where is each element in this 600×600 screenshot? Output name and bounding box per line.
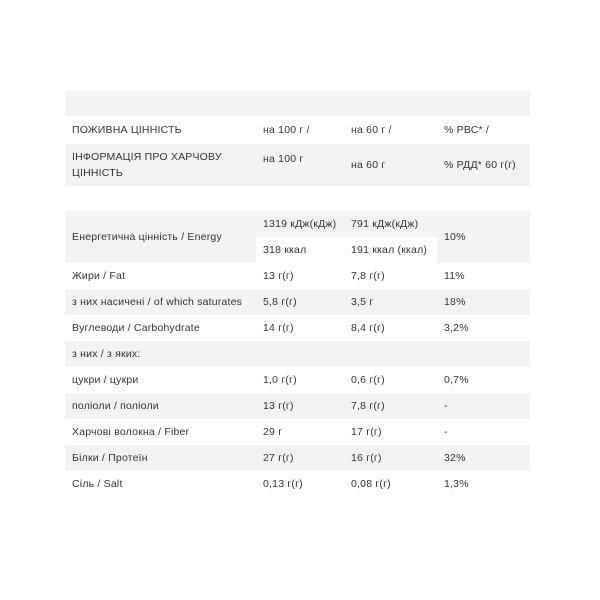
row-label: Жири / Fat: [72, 270, 126, 282]
row-label: Харчові волокна / Fiber: [72, 426, 190, 438]
energy-kj-60: 791 кДж(кДж): [351, 218, 419, 230]
table-row: [65, 471, 530, 497]
row-per60: 3,5 г: [351, 296, 374, 308]
table-row: [65, 393, 530, 419]
header-per100: на 100 г /: [263, 124, 310, 136]
row-label: з них насичені / of which saturates: [72, 296, 243, 308]
row-per60: 17 г(г): [351, 426, 382, 438]
row-rdi: 1,3%: [444, 478, 469, 490]
table-row: [65, 367, 530, 393]
table-row: [65, 445, 530, 471]
row-rdi: 3,2%: [444, 322, 469, 334]
table-row: [65, 315, 530, 341]
row-per60: 16 г(г): [351, 452, 382, 464]
row-rdi: 18%: [444, 296, 466, 308]
row-rdi: 0,7%: [444, 374, 469, 386]
row-rdi: -: [444, 426, 448, 438]
header-title-2: ІНФОРМАЦІЯ ПРО ХАРЧОВУ ЦІННІСТЬ: [72, 151, 222, 179]
row-per100: 29 г: [263, 426, 283, 438]
energy-rdi: 10%: [444, 231, 466, 243]
row-per60: 0,08 г(г): [351, 478, 391, 490]
row-label: поліоли / поліоли: [72, 400, 159, 412]
energy-values: [256, 211, 437, 263]
header-per100-2: на 100 г: [263, 153, 304, 165]
energy-kcal-100: 318 ккал: [263, 244, 307, 256]
row-per100: 27 г(г): [263, 452, 294, 464]
energy-label: Енергетична цінність / Energy: [72, 231, 222, 243]
table-row: [65, 341, 530, 367]
row-per60: 0,6 г(г): [351, 374, 385, 386]
row-label: цукри / цукри: [72, 374, 139, 386]
table-row: [65, 419, 530, 445]
table-header-row-2: [65, 144, 530, 186]
row-label: Сіль / Salt: [72, 478, 123, 490]
table-top-band: [65, 91, 530, 116]
spacer-row: [65, 186, 530, 211]
table-row: [65, 263, 530, 289]
header-per60: на 60 г /: [351, 124, 392, 136]
energy-kj-row: [256, 211, 437, 237]
row-label: з них / з яких:: [72, 348, 141, 360]
row-per100: 0,13 г(г): [263, 478, 303, 490]
energy-kcal-row: [256, 237, 437, 263]
row-rdi: 32%: [444, 452, 466, 464]
table-header-row: [65, 116, 530, 144]
energy-row: [65, 211, 530, 263]
row-label: Білки / Протеїн: [72, 452, 148, 464]
nutrition-table: [65, 91, 530, 497]
row-per100: 5,8 г(г): [263, 296, 297, 308]
row-per60: 8,4 г(г): [351, 322, 385, 334]
row-rdi: -: [444, 400, 448, 412]
header-per60-2: на 60 г: [351, 159, 386, 171]
header-rdi: % РВС* /: [444, 124, 490, 136]
row-per100: 13 г(г): [263, 400, 294, 412]
header-rdi-2: % РДД* 60 г(г): [444, 159, 516, 171]
row-label: Вуглеводи / Carbohydrate: [72, 322, 200, 334]
row-rdi: 11%: [444, 270, 465, 282]
header-title: ПОЖИВНА ЦІННІСТЬ: [72, 124, 182, 136]
table-row: [65, 289, 530, 315]
row-per100: 13 г(г): [263, 270, 294, 282]
row-per60: 7,8 г(г): [351, 270, 385, 282]
energy-kcal-60: 191 ккал (ккал): [351, 244, 428, 256]
row-per100: 14 г(г): [263, 322, 294, 334]
row-per60: 7,8 г(г): [351, 400, 385, 412]
energy-kj-100: 1319 кДж(кДж): [263, 218, 337, 230]
row-per100: 1,0 г(г): [263, 374, 297, 386]
